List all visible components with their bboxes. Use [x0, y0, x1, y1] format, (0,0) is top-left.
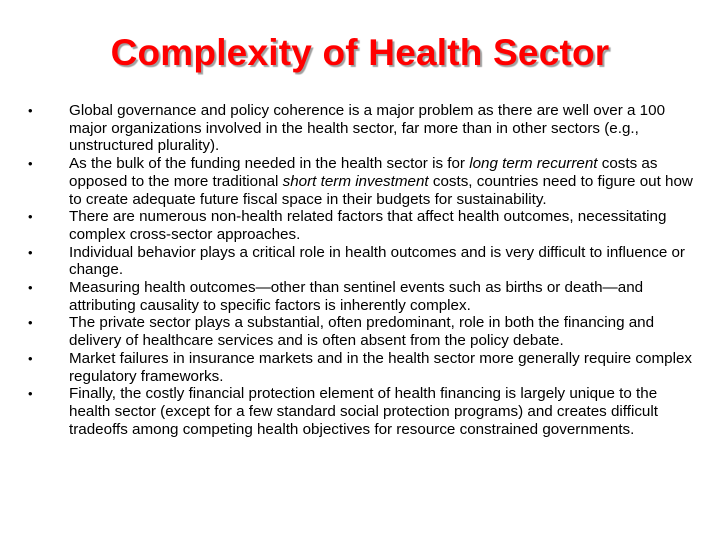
italic-phrase: long term recurrent — [469, 155, 598, 173]
bullet-item — [28, 244, 698, 279]
bullet-text — [69, 102, 698, 155]
bullet-text — [69, 155, 698, 208]
text-segment: Market failures in insurance markets and in the health sector more generally require complex regulatory frameworks. — [69, 349, 692, 385]
bullet-item — [28, 385, 698, 438]
bullet-dot-icon: • — [28, 350, 33, 366]
bullet-text — [69, 385, 698, 438]
bullet-dot-icon: • — [28, 156, 33, 172]
bullet-text — [69, 314, 698, 349]
bullet-item — [28, 279, 698, 314]
bullet-dot-icon: • — [28, 209, 33, 225]
text-segment: As the bulk of the funding needed in the health sector is for — [69, 155, 470, 173]
bullet-dot-icon: • — [28, 386, 33, 402]
text-segment: There are numerous non-health related factors that affect health outcomes, necessitating complex cross-sector approaches. — [69, 208, 667, 243]
bullet-text — [69, 350, 698, 385]
text-segment: costs as opposed to the more traditional — [69, 155, 658, 190]
bullet-text — [69, 208, 698, 243]
bullet-text — [69, 244, 698, 279]
bullet-dot-icon: • — [28, 315, 33, 331]
text-segment: Finally, the costly financial protection element of health financing is largely unique to the health sector (except for a few standard social protection programs) and creates difficult tradeoffs among competing health objectives for resource constrained governments. — [69, 385, 658, 438]
text-segment: Measuring health outcomes—other than sentinel events such as births or death—and attributing causality to specific factors is inherently complex. — [69, 279, 644, 314]
slide-title: Complexity of Health Sector — [110, 32, 610, 73]
bullet-item — [28, 314, 698, 349]
bullet-list — [28, 102, 698, 438]
text-segment: Individual behavior plays a critical role in health outcomes and is very difficult to influence or change. — [69, 243, 685, 279]
bullet-item — [28, 208, 698, 243]
text-segment: Global governance and policy coherence is a major problem as there are well over a 100 major organizations involved in the health sector, far more than in other sectors (e.g., unstructured plurality). — [69, 102, 666, 155]
bullet-dot-icon: • — [28, 103, 33, 118]
bullet-item — [28, 102, 698, 155]
bullet-text — [69, 279, 698, 314]
bullet-dot-icon: • — [28, 244, 33, 260]
bullet-item — [28, 350, 698, 385]
text-segment: costs, countries need to figure out how to create adequate future fiscal space in their budgets for sustainability. — [69, 172, 693, 208]
bullet-dot-icon: • — [28, 280, 33, 296]
bullet-item — [28, 155, 698, 208]
text-segment: The private sector plays a substantial, often predominant, role in both the financing and delivery of healthcare services and is often absent from the policy debate. — [69, 314, 655, 350]
italic-phrase: short term investment — [282, 172, 429, 190]
